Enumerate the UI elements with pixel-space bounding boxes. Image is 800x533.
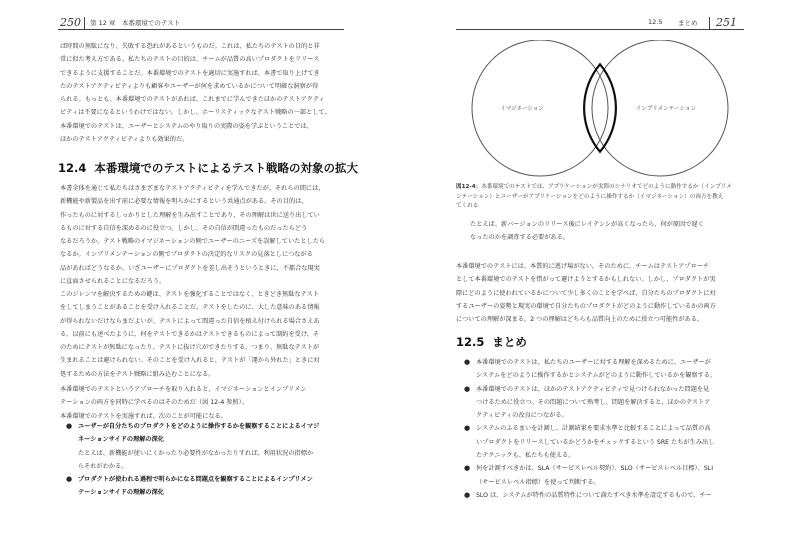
text-line: 本番環境でのテストは、ユーザーとシステムのやり取りの実際の姿を学ぶということでは、 xyxy=(60,122,313,130)
venn-overlap xyxy=(584,64,616,151)
bullet-text-line: 本番環境でのテストは、ほかのテストアクティビティで見つけられなかった問題を見 xyxy=(476,385,710,393)
bullet-text-line: クティビティの改良につながる。 xyxy=(476,412,568,420)
caption-line: ンテーション）とユーザーがアプリケーションをどのように操作するか（イマジネーション）の両方を教え xyxy=(456,193,724,200)
text-line: として本番環境でのテストを惜がって避けようとするかもしれない。しかし、プロダクトが実 xyxy=(456,276,716,284)
text-line: 品があればどうなるか。いざユーザーにプロダクトを差し出そうというときに、不都合な現実 xyxy=(60,264,320,272)
list-item xyxy=(464,383,716,423)
bullet-text-line: いプロダクトをリリースしているかどうかをチェックするという SRE たちが生み出し xyxy=(476,438,715,446)
bullet-text-line: 本番環境でのテストは、私たちのユーザーに対する理解を深めるために、ユーザーが xyxy=(476,359,711,366)
text-line: このジレンマを解決するための鍵は、テストを強化することではなく、ときどき無駄なテスト xyxy=(60,291,319,298)
right-page xyxy=(400,0,800,533)
bullet-text-line: つけるために役立つ。その問題について熟考し、問題を解決すると、ほかのテストア xyxy=(476,398,711,406)
bullet-icon: ● xyxy=(66,475,73,484)
implementation-label: インプリメンテーション xyxy=(636,106,696,112)
paragraph-3 xyxy=(60,383,306,423)
bullet-icon: ● xyxy=(464,384,471,393)
paragraph-1 xyxy=(60,182,325,288)
list-item xyxy=(66,473,319,500)
section-title: 本番環境でのテストによるテスト戦略の対象の拡大 xyxy=(94,161,358,175)
intro-paragraph xyxy=(60,40,331,146)
bullet-bold-line: ネーションサイドの理解の深化 xyxy=(78,436,164,444)
chapter-title: 第 12 章 本番環境でのテスト xyxy=(90,19,181,27)
text-line: できるように支援することだ。本番環境でのテストを適切に実施すれば、本書で取り上げてき xyxy=(60,69,320,77)
section-heading-12-5 xyxy=(456,334,527,350)
text-line: ほかのテストアクティビティよりも効果的だ。 xyxy=(60,136,189,144)
left-page-number: 250 xyxy=(60,16,81,29)
bullet-text-line: （サービスレベル指標）を使って判断する。 xyxy=(476,478,600,486)
paragraph-2 xyxy=(60,288,320,381)
text-line: のためにテストが無駄になったり、テストに抜け穴ができたりする。つまり、無駄なテストが xyxy=(60,344,320,352)
bullet-icon: ● xyxy=(66,422,73,430)
bullet-bold-line: テーションサイドの理解の深化 xyxy=(78,489,164,497)
text-line: ば時間の無駄になり、失敗する恐れがあるというものだ。これは、私たちのテストの目的と非 xyxy=(60,43,320,50)
text-line: 処するための方法をテスト戦略に組み込むことになる。 xyxy=(60,370,215,378)
list-item xyxy=(66,420,319,473)
figure-caption xyxy=(456,183,732,212)
continued-bullet-text xyxy=(470,218,704,245)
text-line: 本書全体を通じて私たちはさまざまなテストアクティビティを学んできたが、それらの間には、 xyxy=(60,185,325,192)
bullet-text-line: たテクニックも、私たちも使える。 xyxy=(476,452,575,460)
text-line: ビティは不要になるというわけではない。しかし、ホーリスティックなテスト戦略の一部として、 xyxy=(60,109,331,117)
summary-bullet-list xyxy=(464,356,716,502)
text-line: が得られないだけならまだよいが、テストによって間違った自信を植え付けられる場合さえあ xyxy=(60,317,320,325)
text-line: 生まれることは避けられない。そのことを受け入れると、テストが「運から外れた」ときに対 xyxy=(60,357,320,365)
left-running-header xyxy=(58,17,344,30)
bullet-icon: ● xyxy=(464,424,471,433)
bullet-text-line: システムをどのように操作するかとシステムがどのように動作しているかを観察する。 xyxy=(476,372,717,380)
text-line: テーションの両方を同時に学べるのはそのためだ（図 12-4 参照）。 xyxy=(60,399,248,407)
section-title: まとめ xyxy=(492,335,527,349)
bullet-text-line: システムのふるまいを計測し、計測結果を要求水準と比較することによって品質の高 xyxy=(476,425,711,433)
text-line: るものに対する自信を深めるのに役立つ。しかし、その自信が間違ったものだったらどう xyxy=(60,224,308,232)
text-line: 常に似た考え方である。私たちのテストの目的は、チームが品質の高いプロダクトをリリース xyxy=(60,56,320,64)
bullet-icon: ● xyxy=(464,490,471,499)
text-line: なるだろうか。テスト戦略のイマジネーションの側でユーザーのニーズを誤解していたとしたら xyxy=(60,238,326,246)
text-line: たのテストアクティビティよりも顧客やユーザーが何を求めているかについて明確な洞察が得 xyxy=(60,82,319,90)
paragraph-right-1 xyxy=(456,260,716,326)
list-item xyxy=(464,356,716,383)
imagination-label: イマジネーション xyxy=(500,106,544,112)
right-running-header xyxy=(456,17,744,30)
text-line: 新機能や新製品を出す前に必要な情報を明らかにするという共通点がある。その目的は、 xyxy=(60,198,308,206)
text-line: られる。もっとも、本番環境でのテストがあれば、これまでに学んできたほかのテストアクティ xyxy=(60,96,325,104)
text-line: 本番環境でのテストというアプローチを取り入れると、イマジネーションとインプリメン xyxy=(60,386,307,393)
text-line: をしてしまうことがあることを受け入れることだ。テストをしたのに、大した意味のある情報 xyxy=(60,304,320,312)
section-number: 12.4 xyxy=(58,161,87,175)
venn-diagram xyxy=(460,40,740,180)
list-item xyxy=(464,489,716,502)
figure-label: 図12-4： xyxy=(456,184,482,190)
section-number: 12.5 xyxy=(456,335,485,349)
text-line: についての理解が深まる。2 つの理解はどちらも品質向上のために役立つ可能性がある。 xyxy=(456,316,704,324)
text-line: る。以前にも述べたように、何をテストできるかはテストできるものによって制約を受け、そ xyxy=(60,330,320,338)
text-line: 作ったものに対するしっかりとした理解を生み出すことであり、その理解は世に送り出してい xyxy=(60,211,320,219)
bullet-list-left xyxy=(66,420,319,500)
caption-line: 本番環境でのテストでは、アプリケーションが実際のシナリオでどのように動作するか（インプリメ xyxy=(481,184,732,190)
text-line: なるか。インプリメンテーションの側でプロダクトの決定的なリスクの見落としにつながる xyxy=(60,251,313,259)
text-line: たとえば、新バージョンのリリース後にレイテンシが高くなったら、何が原因で遅く xyxy=(470,221,704,228)
right-page-number: 251 xyxy=(716,16,737,29)
header-divider xyxy=(709,17,710,29)
text-line: 本番環境でのテストには、本質的に逃げ場がない。そのために、チームはテストアプローチ xyxy=(456,263,710,270)
bullet-text-line: SLO は、システムが特性の品質特性について満たすべき水準を設定するもので、チー xyxy=(476,491,712,499)
list-item xyxy=(464,462,716,489)
header-section-number: 12.5 xyxy=(648,18,663,26)
list-item xyxy=(464,422,716,462)
bullet-text-line: たとえば、新機能が使いにくかったり必要性がなかったりすれば、利用状況の指標か xyxy=(78,449,314,457)
text-line: に直面させられることになるだろう。 xyxy=(60,278,166,286)
bullet-bold-line: プロダクトが使われる過程で明らかになる問題点を観察することによるインプリメン xyxy=(78,476,313,484)
text-line: なったのかを調査する必要がある。 xyxy=(470,234,569,242)
bullet-text-line: らそれがわかる。 xyxy=(78,462,128,470)
caption-line: てくれる xyxy=(456,203,479,209)
text-line: 際にどのように使われているかについて少し多くのことを学べば、自分たちのプロダクトに対 xyxy=(456,289,716,297)
bullet-icon: ● xyxy=(464,358,471,366)
header-section-label: まとめ xyxy=(678,19,698,27)
text-line: 本番環境でのテストを実施すれば、次のことが可能になる。 xyxy=(60,412,227,420)
section-heading-12-4 xyxy=(58,160,358,176)
header-divider xyxy=(84,17,85,29)
bullet-icon: ● xyxy=(464,464,471,473)
bullet-text-line: 何を計測すべきかは、SLA（サービスレベル契約）、SLO（サービスレベル目標）、SLI xyxy=(476,465,714,473)
bullet-bold-line: ユーザーが自分たちのプロダクトをどのように操作するかを観察することによるイマジ xyxy=(78,423,320,430)
text-line: するユーザーの姿勢と現実の環境で自分たちのプロダクトがどのように動作しているかの両方 xyxy=(456,302,716,310)
